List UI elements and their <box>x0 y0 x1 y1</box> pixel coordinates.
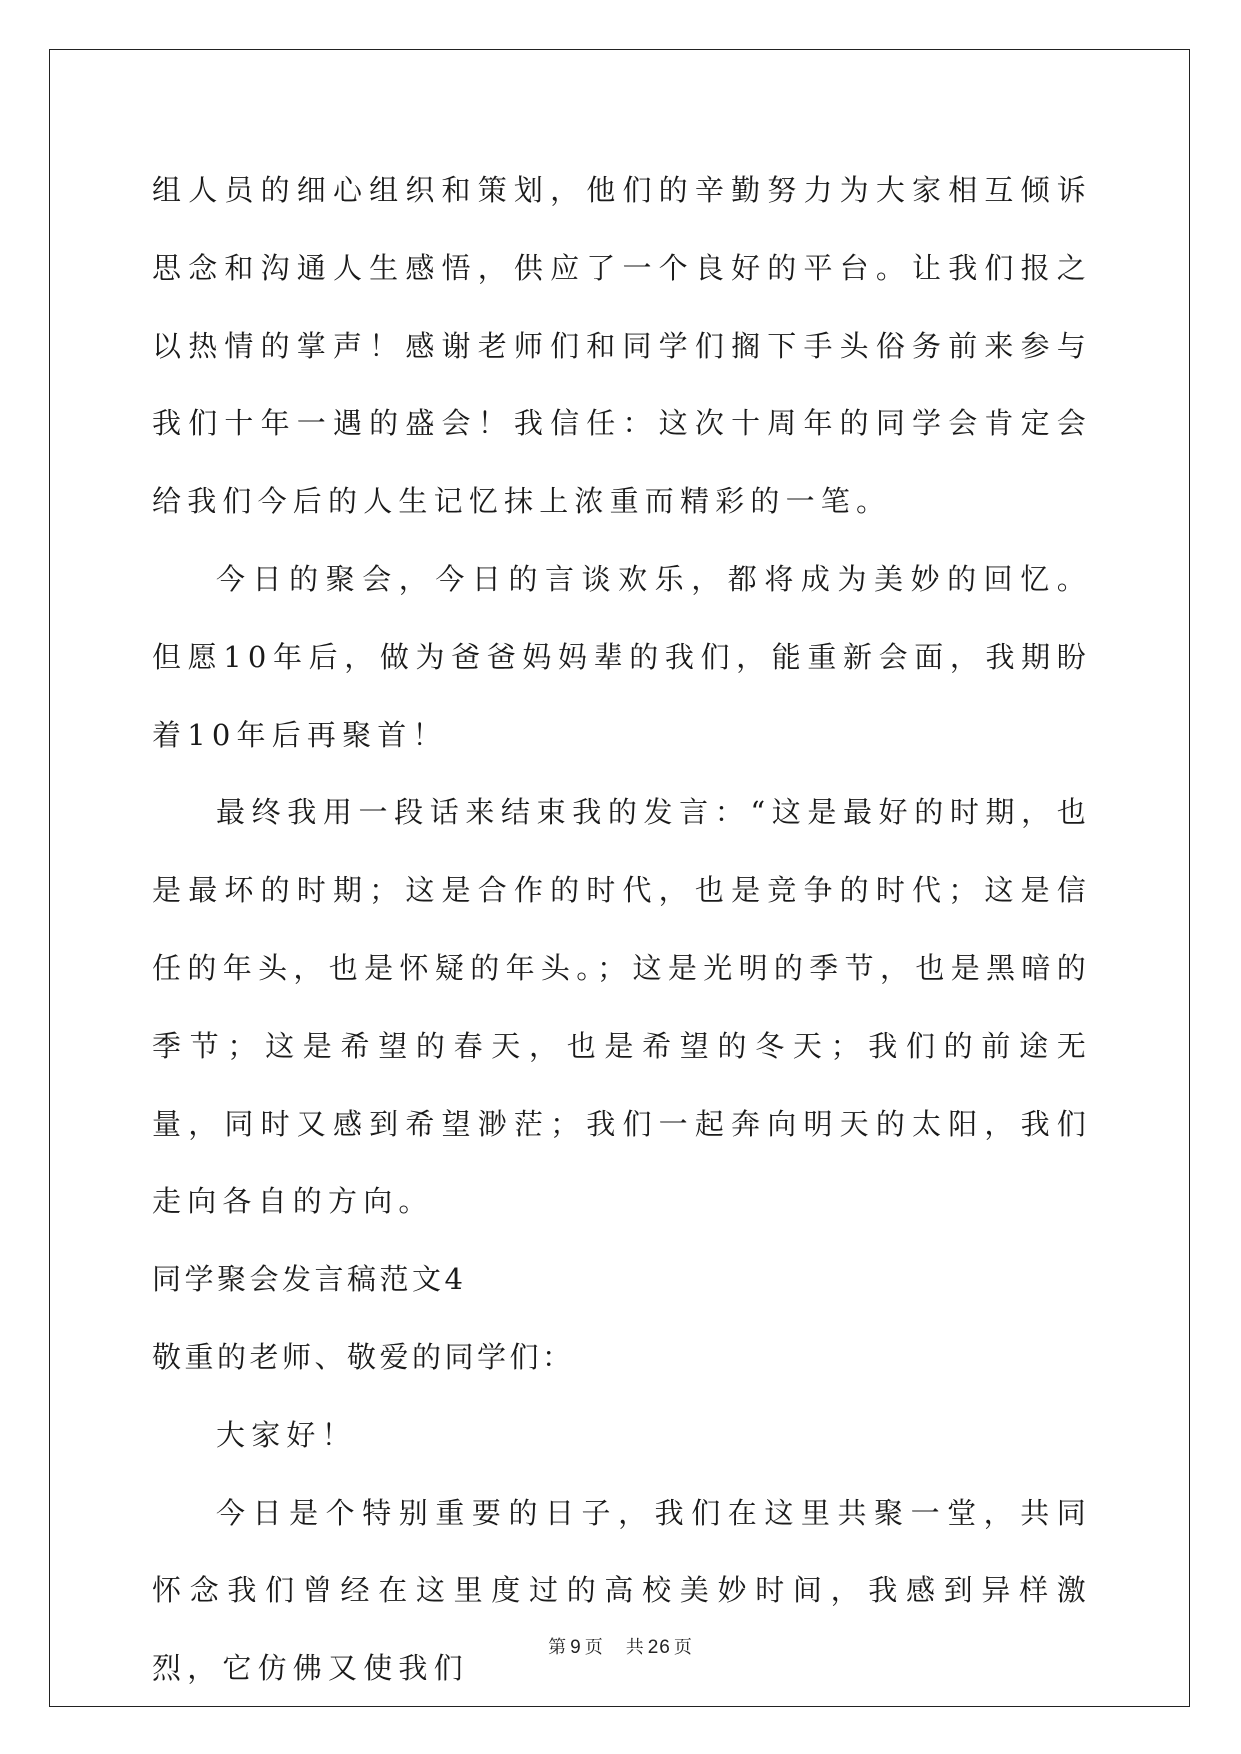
total-pages: 26 <box>647 1637 671 1658</box>
document-body <box>152 152 1092 1708</box>
page-footer <box>0 1633 1241 1659</box>
salutation: 敬重的老师、敬爱的同学们： <box>152 1339 575 1374</box>
paragraph: 最终我用一段话来结束我的发言：“这是最好的时期，也是最坏的时期；这是合作的时代，也是竞争的时代；这是信任的年头，也是怀疑的年头。；这是光明的季节，也是黑暗的季节；这是希望的春天，也是希望的冬天；我们的前途无量，同时又感到希望渺茫；我们一起奔向明天的太阳，我们走向各自的方向。 <box>152 795 1092 1219</box>
footer-total-suffix: 页 <box>673 1637 693 1658</box>
footer-prefix: 第 <box>548 1637 568 1658</box>
section-title: 同学聚会发言稿范文4 <box>152 1262 467 1297</box>
paragraph: 组人员的细心组织和策划，他们的辛勤努力为大家相互倾诉思念和沟通人生感悟，供应了一个良好的平台。让我们报之以热情的掌声！感谢老师们和同学们搁下手头俗务前来参与我们十年一遇的盛会！我信任：这次十周年的同学会肯定会给我们今后的人生记忆抹上浓重而精彩的一笔。 <box>152 173 1092 519</box>
page-number: 9 <box>570 1637 582 1658</box>
greeting: 大家好！ <box>216 1417 357 1452</box>
footer-page-suffix: 页 <box>584 1637 604 1658</box>
paragraph: 今日是个特别重要的日子，我们在这里共聚一堂，共同怀念我们曾经在这里度过的高校美妙时间，我感到异样激烈，它仿佛又使我们 <box>152 1495 1092 1686</box>
footer-total-prefix: 共 <box>625 1637 645 1658</box>
paragraph: 今日的聚会，今日的言谈欢乐，都将成为美妙的回忆。但愿10年后，做为爸爸妈妈辈的我们，能重新会面，我期盼着10年后再聚首！ <box>152 561 1092 752</box>
